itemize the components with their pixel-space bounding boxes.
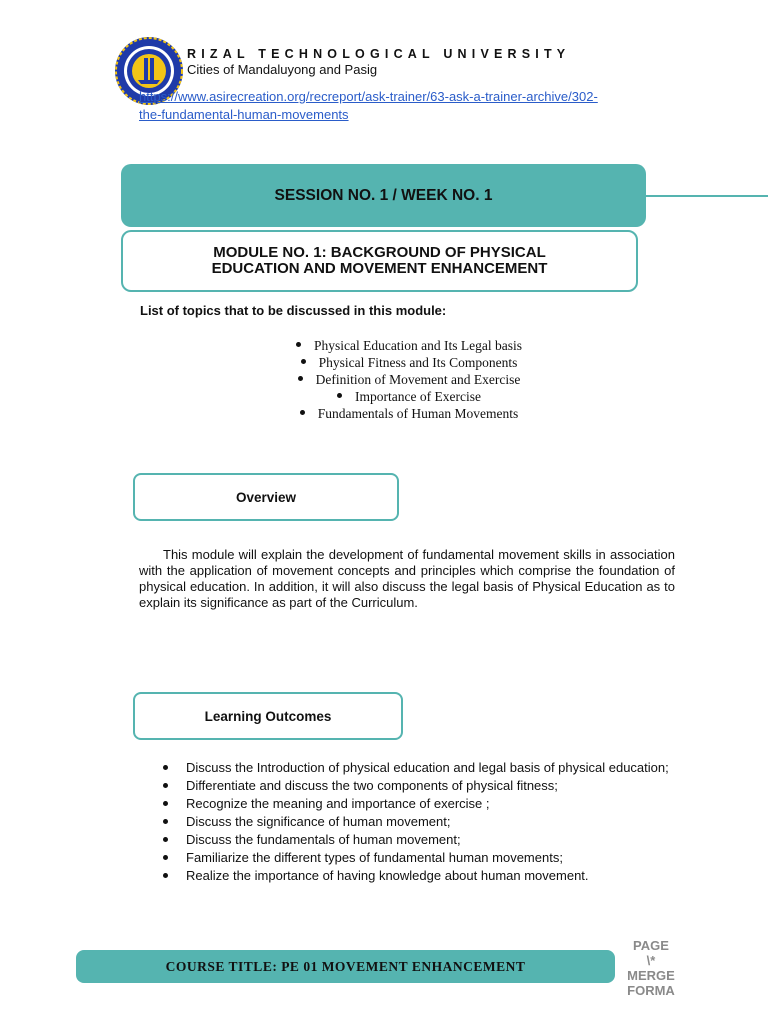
bullet-icon — [163, 801, 168, 806]
reference-link[interactable] — [139, 88, 669, 124]
outcome-text: Realize the importance of having knowledge about human movement. — [186, 868, 589, 883]
session-title: SESSION NO. 1 / WEEK NO. 1 — [274, 186, 493, 204]
bullet-icon — [163, 873, 168, 878]
outcome-text: Familiarize the different types of fundamental human movements; — [186, 850, 563, 865]
topic-item — [140, 405, 678, 422]
module-title-line-1: MODULE NO. 1: BACKGROUND OF PHYSICAL — [213, 244, 546, 261]
bullet-icon — [300, 410, 305, 415]
bullet-icon — [163, 783, 168, 788]
topic-item — [140, 388, 678, 405]
merge-line-4: FORMA — [627, 983, 675, 998]
topic-item — [140, 354, 678, 371]
topic-text: Physical Education and Its Legal basis — [313, 338, 523, 353]
outcome-item — [163, 777, 675, 795]
module-banner — [121, 230, 638, 292]
session-banner — [121, 164, 646, 227]
overview-heading-box — [133, 473, 399, 521]
outcome-text: Discuss the significance of human movement; — [186, 814, 451, 829]
outcome-item — [163, 759, 675, 777]
page-merge-format-field — [622, 938, 680, 998]
reference-link-line-2[interactable]: the-fundamental-human-movements — [139, 107, 349, 122]
module-title-line-2: EDUCATION AND MOVEMENT ENHANCEMENT — [211, 260, 548, 277]
merge-line-2: \* — [646, 953, 656, 968]
bullet-icon — [296, 342, 301, 347]
merge-line-1: PAGE — [633, 938, 669, 953]
outcome-text: Discuss the fundamentals of human movement; — [186, 832, 461, 847]
topic-text: Importance of Exercise — [355, 389, 481, 404]
topic-item — [140, 337, 678, 354]
topics-intro: List of topics that to be discussed in this module: — [140, 303, 447, 318]
learning-outcomes-list — [163, 759, 675, 885]
module-title — [212, 245, 548, 277]
topic-item — [140, 371, 678, 388]
bullet-icon — [337, 393, 342, 398]
topics-list — [140, 337, 678, 422]
overview-heading: Overview — [235, 489, 297, 505]
bullet-icon — [298, 376, 303, 381]
learning-outcomes-heading: Learning Outcomes — [204, 708, 332, 724]
course-title: COURSE TITLE: PE 01 MOVEMENT ENHANCEMENT — [165, 958, 526, 974]
topic-text: Definition of Movement and Exercise — [315, 372, 521, 387]
overview-paragraph: This module will explain the development of fundamental movement skills in association with the application of movement concepts and principles which comprise the foundation of physical education. In addition, it will also discuss the legal basis of Physical Education as to explain its significance as part of the Curriculum. — [139, 547, 675, 610]
learning-outcomes-heading-box — [133, 692, 403, 740]
topic-text: Physical Fitness and Its Components — [318, 355, 518, 370]
bullet-icon — [301, 359, 306, 364]
bullet-icon — [163, 765, 168, 770]
outcome-text: Discuss the Introduction of physical education and legal basis of physical education; — [186, 760, 669, 775]
bullet-icon — [163, 837, 168, 842]
outcome-item — [163, 849, 675, 867]
outcome-item — [163, 795, 675, 813]
merge-line-3: MERGE — [627, 968, 675, 983]
outcome-item — [163, 867, 675, 885]
university-cities: Cities of Mandaluyong and Pasig — [187, 62, 378, 77]
course-title-footer — [76, 950, 615, 983]
session-divider-line — [646, 195, 768, 197]
bullet-icon — [163, 819, 168, 824]
bullet-icon — [163, 855, 168, 860]
outcome-item — [163, 831, 675, 849]
outcome-text: Differentiate and discuss the two components of physical fitness; — [186, 778, 558, 793]
outcome-item — [163, 813, 675, 831]
topic-text: Fundamentals of Human Movements — [317, 406, 519, 421]
outcome-text: Recognize the meaning and importance of exercise ; — [186, 796, 490, 811]
reference-link-line-1[interactable]: https://www.asirecreation.org/recreport/ask-trainer/63-ask-a-trainer-archive/302- — [139, 89, 598, 104]
university-name: RIZAL TECHNOLOGICAL UNIVERSITY — [187, 47, 571, 61]
